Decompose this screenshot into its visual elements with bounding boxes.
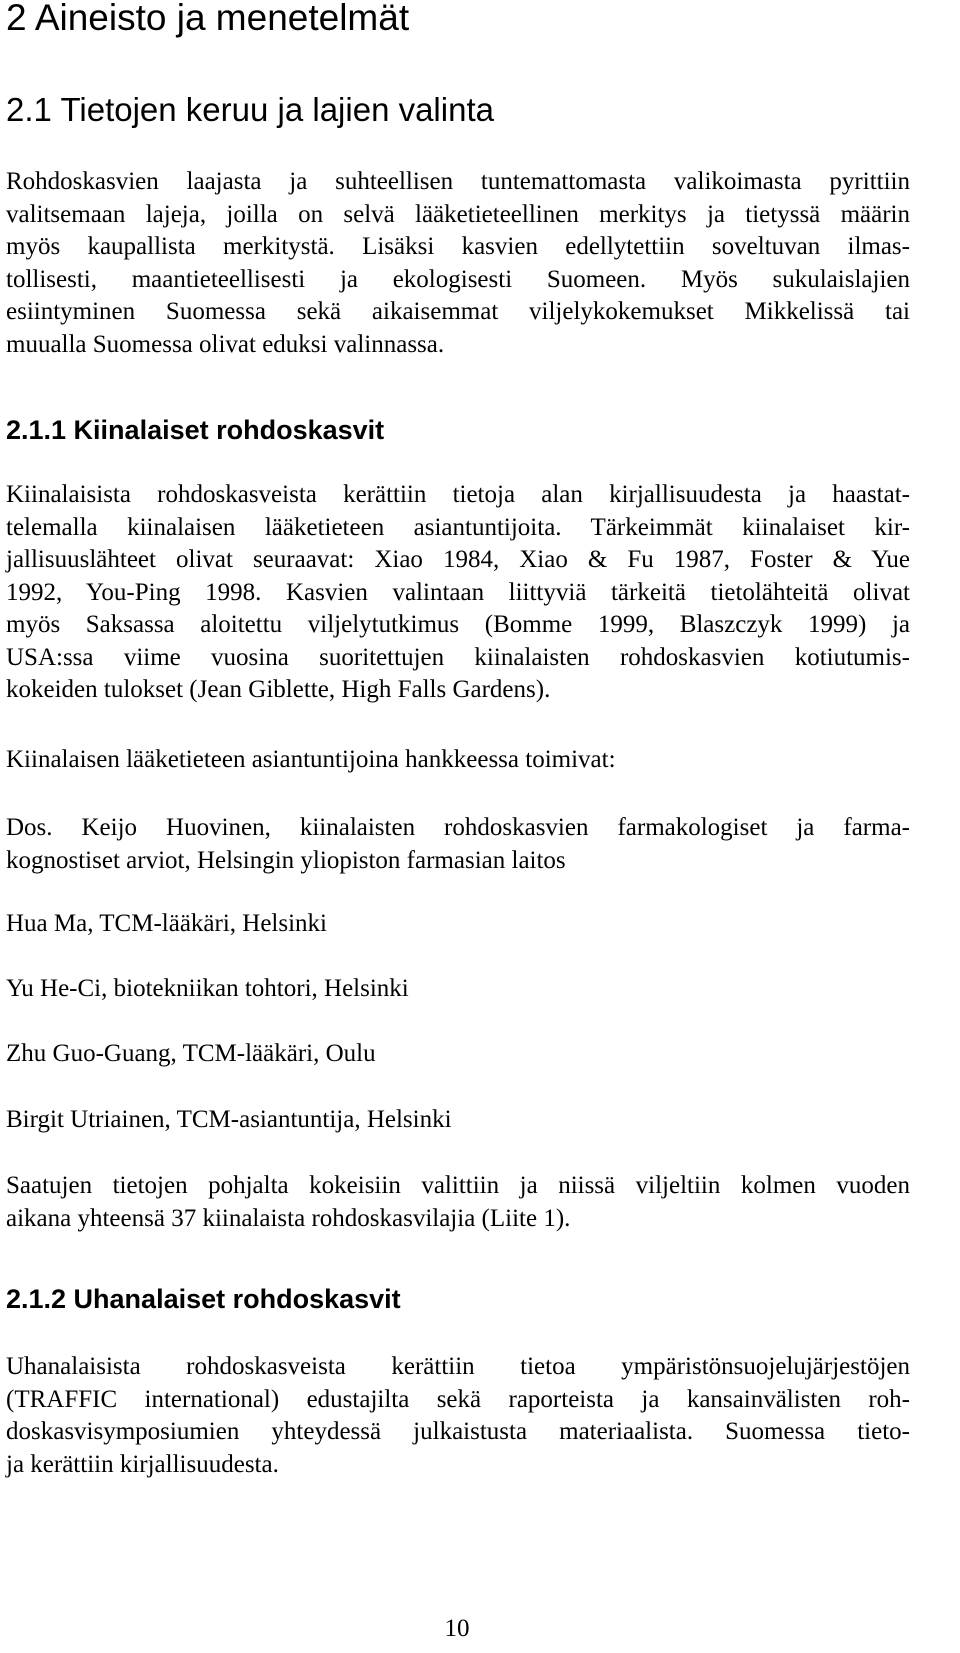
page-number: 10	[444, 1615, 470, 1642]
chinese-line: kokeiden tulokset (Jean Giblette, High Falls Gardens).	[6, 676, 551, 703]
subsection-heading-endangered: 2.1.2 Uhanalaiset rohdoskasvit	[6, 1284, 401, 1314]
intro-line: Rohdoskasvien laajasta ja suhteellisen tuntemattomasta valikoimasta pyrittiin	[6, 168, 910, 195]
endangered-line: Uhanalaisista rohdoskasveista kerättiin tietoa ympäristönsuojelujärjestöjen	[6, 1353, 910, 1380]
chinese-line: telemalla kiinalaisen lääketieteen asiantuntijoita. Tärkeimmät kiinalaiset kir-	[6, 513, 910, 541]
expert-entry-3: Yu He-Ci, biotekniikan tohtori, Helsinki	[6, 975, 409, 1002]
endangered-paragraph	[6, 1351, 910, 1481]
chinese-line: USA:ssa viime vuosina suoritettujen kiinalaisten rohdoskasvien kotiutumis-	[6, 643, 910, 671]
chinese-line: jallisuuslähteet olivat seuraavat: Xiao 1984, Xiao & Fu 1987, Foster & Yue	[6, 546, 910, 573]
intro-line: muualla Suomessa olivat eduksi valinnassa.	[6, 330, 445, 358]
endangered-line: (TRAFFIC international) edustajilta sekä raporteista ja kansainvälisten roh-	[6, 1385, 910, 1413]
expert-1-line: kognostiset arviot, Helsingin yliopiston farmasian laitos	[6, 846, 566, 874]
expert-entry-2: Hua Ma, TCM-lääkäri, Helsinki	[6, 910, 327, 937]
section-heading: 2.1 Tietojen keruu ja lajien valinta	[6, 91, 494, 128]
summary-line: aikana yhteensä 37 kiinalaista rohdoskasvilajia (Liite 1).	[6, 1204, 571, 1232]
chinese-line: 1992, You-Ping 1998. Kasvien valintaan liittyviä tärkeitä tietolähteitä olivat	[6, 578, 910, 606]
chinese-paragraph	[6, 479, 910, 707]
chinese-line: Kiinalaisista rohdoskasveista kerättiin tietoja alan kirjallisuudesta ja haastat-	[6, 481, 910, 508]
endangered-line: doskasvisymposiumien yhteydessä julkaistusta materiaalista. Suomessa tieto-	[6, 1418, 910, 1445]
expert-entry-5: Birgit Utriainen, TCM-asiantuntija, Helsinki	[6, 1106, 452, 1133]
chinese-line: myös Saksassa aloitettu viljelytutkimus (Bomme 1999, Blaszczyk 1999) ja	[6, 611, 910, 638]
intro-line: esiintyminen Suomessa sekä aikaisemmat viljelykokemukset Mikkelissä tai	[6, 298, 910, 325]
expert-entry-1	[6, 812, 910, 877]
intro-paragraph	[6, 166, 910, 361]
subsection-heading-chinese: 2.1.1 Kiinalaiset rohdoskasvit	[6, 415, 385, 445]
experts-intro: Kiinalaisen lääketieteen asiantuntijoina hankkeessa toimivat:	[6, 746, 616, 773]
summary-line: Saatujen tietojen pohjalta kokeisiin valittiin ja niissä viljeltiin kolmen vuoden	[6, 1172, 910, 1199]
intro-line: myös kaupallista merkitystä. Lisäksi kasvien edellytettiin soveltuvan ilmas-	[6, 233, 910, 260]
chapter-heading: 2 Aineisto ja menetelmät	[6, 0, 410, 38]
expert-1-line: Dos. Keijo Huovinen, kiinalaisten rohdoskasvien farmakologiset ja farma-	[6, 814, 910, 841]
endangered-line: ja kerättiin kirjallisuudesta.	[6, 1450, 279, 1478]
intro-line: tollisesti, maantieteellisesti ja ekologisesti Suomeen. Myös sukulaislajien	[6, 265, 910, 293]
summary-paragraph	[6, 1170, 910, 1235]
expert-entry-4: Zhu Guo-Guang, TCM-lääkäri, Oulu	[6, 1040, 376, 1067]
intro-line: valitsemaan lajeja, joilla on selvä lääketieteellinen merkitys ja tietyssä määrin	[6, 200, 910, 228]
